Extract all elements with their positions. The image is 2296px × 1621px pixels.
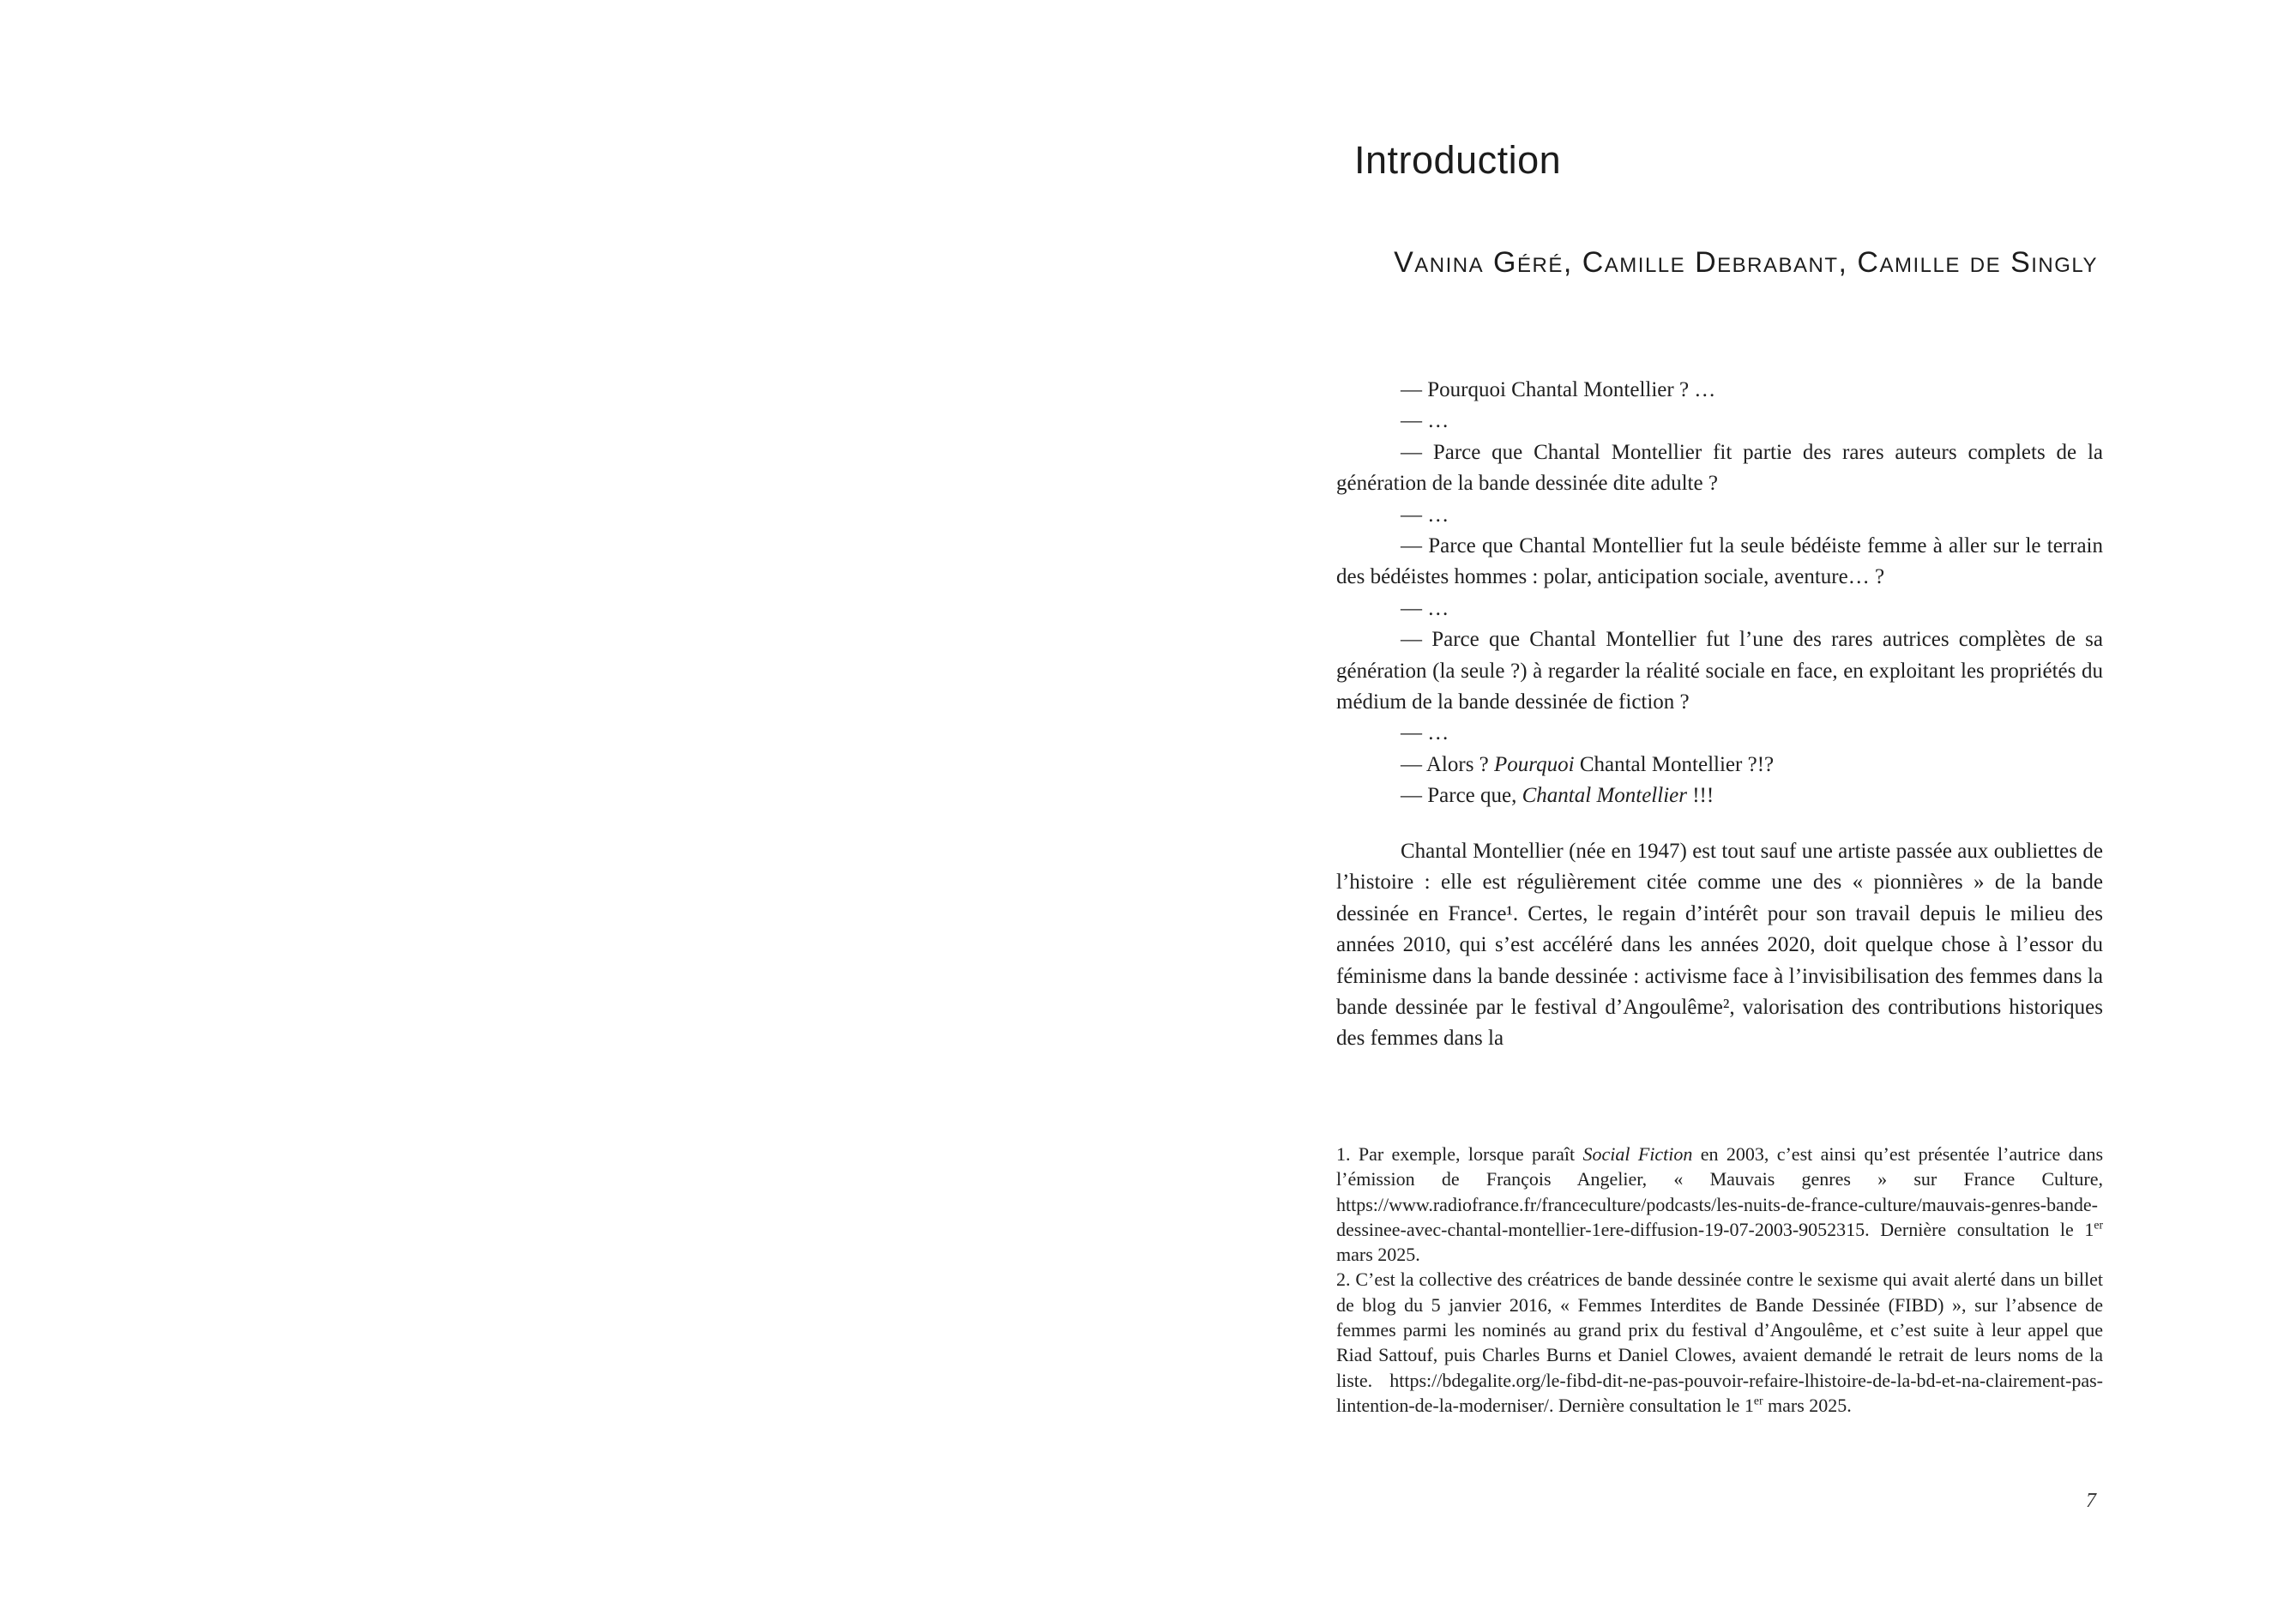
body-paragraph-block [1336,836,2103,1055]
authors-line: Vanina Géré, Camille Debrabant, Camille de Singly [1394,246,2098,279]
page-title: Introduction [1354,138,1562,182]
paragraph: 2. C’est la collective des créatrices de bande dessinée contre le sexisme qui avait alerté dans un billet de blog du 5 janvier 2016, « Femmes Interdites de Bande Dessinée (FIBD) », sur l’absence de femmes parmi les nominés au grand prix du festival d’Angoulême, et c’est suite à leur appel que Riad Sattouf, puis Charles Burns et Daniel Clowes, avaient demandé le retrait de leurs noms de la liste. https://bdegalite.org/le-fibd-dit-ne-pas-pouvoir-refaire-lhistoire-de-la-bd-et-na-clairement-pas-lintention-de-la-moderniser/. Dernière consultation le 1er mars 2025. [1336,1268,2103,1416]
paragraph: — Pourquoi Chantal Montellier ? … [1401,378,1716,401]
italic-text: Chantal Montellier [1522,784,1687,808]
paragraph: — Parce que Chantal Montellier fit partie des rares auteurs complets de la génération de la bande dessinée dite adulte ? [1336,440,2103,496]
paragraph: — Parce que Chantal Montellier fut l’une des rares autrices complètes de sa génération (la seule ?) à regarder la réalité sociale en face, en exploitant les propriétés du médium de la bande dessinée de fiction ? [1336,628,2103,714]
footnotes-block [1336,1142,2103,1418]
paragraph: 1. Par exemple, lorsque paraît Social Fiction en 2003, c’est ainsi qu’est présentée l’autrice dans l’émission de François Angelier, « Mauvais genres » sur France Culture, https://www.radiofrance.fr/franceculture/podcasts/les-nuits-de-france-culture/mauvais-genres-bande-dessinee-avec-chantal-montellier-1ere-diffusion-19-07-2003-9052315. Dernière consultation le 1er mars 2025. [1336,1143,2104,1266]
paragraph: — Alors ? Pourquoi Chantal Montellier ?!? [1401,752,1775,776]
page-number: 7 [2086,1490,2096,1512]
paragraph: — Parce que Chantal Montellier fut la seule bédéiste femme à aller sur le terrain des bédéistes hommes : polar, anticipation sociale, aventure… ? [1336,534,2103,589]
italic-text: Social Fiction [1582,1143,1693,1165]
superscript-text: er [1753,1394,1763,1407]
paragraph: — … [1401,503,1449,527]
superscript-text: er [2094,1218,2103,1232]
paragraph: — … [1401,409,1449,433]
paragraph: — … [1401,721,1449,745]
paragraph: — Parce que, Chantal Montellier !!! [1401,784,1714,808]
paragraph: Chantal Montellier (née en 1947) est tout sauf une artiste passée aux oubliettes de l’histoire : elle est régulièrement citée comme une des « pionnières » de la bande dessinée en France¹. Certes, le regain d’intérêt pour son travail depuis le milieu des années 2010, qui s’est accéléré dans les années 2020, doit quelque chose à l’essor du féminisme dans la bande dessinée : activisme face à l’invisibilisation des femmes dans la bande dessinée par le festival d’Angoulême², valorisation des contributions historiques des femmes dans la [1336,840,2103,1051]
italic-text: Pourquoi [1494,752,1575,776]
paragraph: — … [1401,596,1449,620]
dialogue-block [1336,375,2103,812]
